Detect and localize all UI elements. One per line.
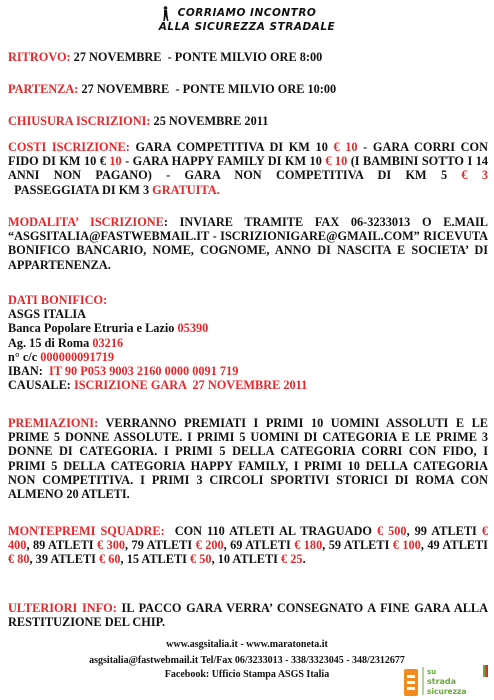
montepremi-text-4: , 79 ATLETI bbox=[125, 538, 196, 553]
costi-price-1: € 10 bbox=[333, 140, 358, 154]
chiusura-section bbox=[8, 114, 488, 128]
ag-label: Ag. 15 di Roma bbox=[8, 335, 93, 350]
montepremi-prize-3: € 300 bbox=[97, 538, 126, 553]
costi-text-2: - GARA CORRI CON FIDO DI KM 10 € bbox=[8, 140, 488, 169]
header-line-1: CORRIAMO INCONTRO bbox=[177, 7, 317, 19]
costi-text-1: GARA COMPETITIVA DI KM 10 bbox=[129, 140, 334, 154]
bonifico-ag-row bbox=[8, 336, 488, 350]
montepremi-prize-1: € 500 bbox=[376, 524, 407, 538]
montepremi-text-8: , 39 ATLETI bbox=[29, 552, 100, 567]
bonifico-cc-row bbox=[8, 350, 488, 364]
ulteriori-label: ULTERIORI INFO: bbox=[8, 601, 117, 615]
page-header bbox=[0, 6, 494, 34]
montepremi-text-2: , 99 ATLETI bbox=[406, 524, 482, 538]
montepremi-text-9: , 15 ATLETI bbox=[120, 552, 191, 567]
premiazioni-label: PREMIAZIONI: bbox=[8, 416, 99, 430]
causale-label: CAUSALE: bbox=[8, 378, 74, 393]
iban-code: IT 90 P053 9003 2160 0000 0091 719 bbox=[49, 364, 239, 379]
costi-label: COSTI ISCRIZIONE: bbox=[8, 140, 130, 154]
modalita-label: MODALITA’ ISCRIZIONE bbox=[8, 215, 164, 229]
premiazioni-text: VERRANNO PREMIATI I PRIMI 10 UOMINI ASSOLUTI E LE PRIME 5 DONNE ASSOLUTE. I PRIMI 5 UOMINI DI CATEGORIA E LE PRIME 3 DONNE DI CATEGORIA. I PRIMI 5 DELLA CATEGORIA CORRI CON FIDO, I PRIMI 5 DELLA CATEGORIA HAPPY FAMILY, I PRIMI 10 DELLA CATEGORIA NON COMPETITIVA. I PRIMI 3 CIRCOLI SPORTIVI STORICI DI ROMA CON ALMENO 20 ATLETI. bbox=[8, 416, 488, 502]
costi-price-2: 10 bbox=[109, 154, 122, 169]
costi-section bbox=[8, 140, 488, 197]
bank-code: 05390 bbox=[177, 321, 209, 336]
montepremi-text-6: , 59 ATLETI bbox=[322, 538, 393, 553]
iban-label: IBAN: bbox=[8, 364, 49, 379]
cc-label: n° c/c bbox=[8, 349, 41, 364]
montepremi-label: MONTEPREMI SQUADRE: bbox=[8, 524, 165, 538]
costi-price-3: € 10 bbox=[325, 154, 348, 169]
partenza-label: PARTENZA: bbox=[8, 82, 79, 96]
montepremi-text-10: , 10 ATLETI bbox=[211, 552, 282, 567]
montepremi-text-3: , 89 ATLETI bbox=[26, 538, 98, 553]
logo-text-su: su bbox=[427, 668, 437, 676]
costi-text-4: (I BAMBINI SOTTO I 14 ANNI NON PAGANO) - GARA NON COMPETITIVA DI KM 5 bbox=[8, 154, 488, 183]
montepremi-text-1: CON 110 ATLETI AL TRAGUADO bbox=[164, 524, 377, 538]
montepremi-text-5: , 69 ATLETI bbox=[223, 538, 295, 553]
partenza-text: 27 NOVEMBRE - PONTE MILVIO ORE 10:00 bbox=[78, 82, 337, 96]
bonifico-bank-row bbox=[8, 321, 488, 335]
montepremi-prize-8: € 60 bbox=[99, 552, 121, 567]
su-strada-sicurezza-logo bbox=[403, 663, 489, 697]
chiusura-text: 25 NOVEMBRE 2011 bbox=[150, 114, 269, 128]
logo-text-strada: strada bbox=[427, 677, 457, 686]
footer-facebook: Facebook: Ufficio Stampa ASGS Italia bbox=[164, 669, 330, 680]
bonifico-label: DATI BONIFICO: bbox=[8, 293, 108, 307]
bonifico-iban-row bbox=[8, 364, 488, 378]
ritrovo-label: RITROVO: bbox=[8, 50, 71, 64]
modalita-text: : INVIARE TRAMITE FAX 06-3233013 O E.MAIL “ASGSITALIA@FASTWEBMAIL.IT - ISCRIZIONIGARE@GMAIL.COM” RICEVUTA BONIFICO BANCARIO, NOME, COGNOME, ANNO DI NASCITA E SOCIETA’ DI APPARTENENZA. bbox=[8, 215, 488, 272]
footer-contacts: asgsitalia@fastwebmail.it Tel/Fax 06/3233013 - 338/3323045 - 348/2312677 bbox=[89, 655, 405, 666]
montepremi-prize-6: € 100 bbox=[392, 538, 421, 553]
bonifico-causale-row bbox=[8, 378, 488, 392]
costi-text-5: PASSEGGIATA DI KM 3 bbox=[8, 182, 153, 197]
ritrovo-text: 27 NOVEMBRE - PONTE MILVIO ORE 8:00 bbox=[70, 50, 323, 64]
bank-label: Banca Popolare Etruria e Lazio bbox=[8, 321, 178, 336]
partenza-section bbox=[8, 82, 488, 96]
costi-text-3: - GARA HAPPY FAMILY DI KM 10 bbox=[121, 154, 326, 169]
footer-websites: www.asgsitalia.it - www.maratoneta.it bbox=[166, 639, 328, 650]
montepremi-prize-9: € 50 bbox=[190, 552, 212, 567]
cc-code: 000000091719 bbox=[40, 349, 115, 364]
ritrovo-section bbox=[8, 50, 488, 64]
ulteriori-text: IL PACCO GARA VERRA’ CONSEGNATO A FINE GARA ALLA RESTITUZIONE DEL CHIP. bbox=[8, 601, 488, 630]
ag-code: 03216 bbox=[92, 335, 124, 350]
causale-code: ISCRIZIONE GARA 27 NOVEMBRE 2011 bbox=[73, 378, 308, 393]
costi-price-4: € 3 bbox=[461, 168, 488, 183]
modalita-section bbox=[8, 215, 488, 272]
premiazioni-section bbox=[8, 416, 488, 501]
montepremi-prize-2: € 400 bbox=[8, 524, 488, 553]
montepremi-prize-10: € 25 bbox=[281, 552, 303, 567]
chiusura-label: CHIUSURA ISCRIZIONI: bbox=[8, 114, 151, 128]
montepremi-prize-4: € 200 bbox=[195, 538, 224, 553]
bonifico-name: ASGS ITALIA bbox=[8, 307, 87, 322]
header-line-2: ALLA SICUREZZA STRADALE bbox=[158, 21, 336, 33]
bonifico-section bbox=[8, 293, 488, 392]
costi-price-5: GRATUITA. bbox=[152, 182, 220, 197]
montepremi-prize-5: € 180 bbox=[294, 538, 323, 553]
montepremi-prize-7: € 80 bbox=[8, 552, 30, 567]
montepremi-section bbox=[8, 524, 488, 567]
montepremi-text-7: , 49 ATLETI bbox=[420, 538, 488, 553]
logo-text-sicurezza: sicurezza bbox=[427, 687, 467, 696]
montepremi-text-11: . bbox=[302, 552, 306, 567]
ulteriori-section bbox=[8, 601, 488, 629]
